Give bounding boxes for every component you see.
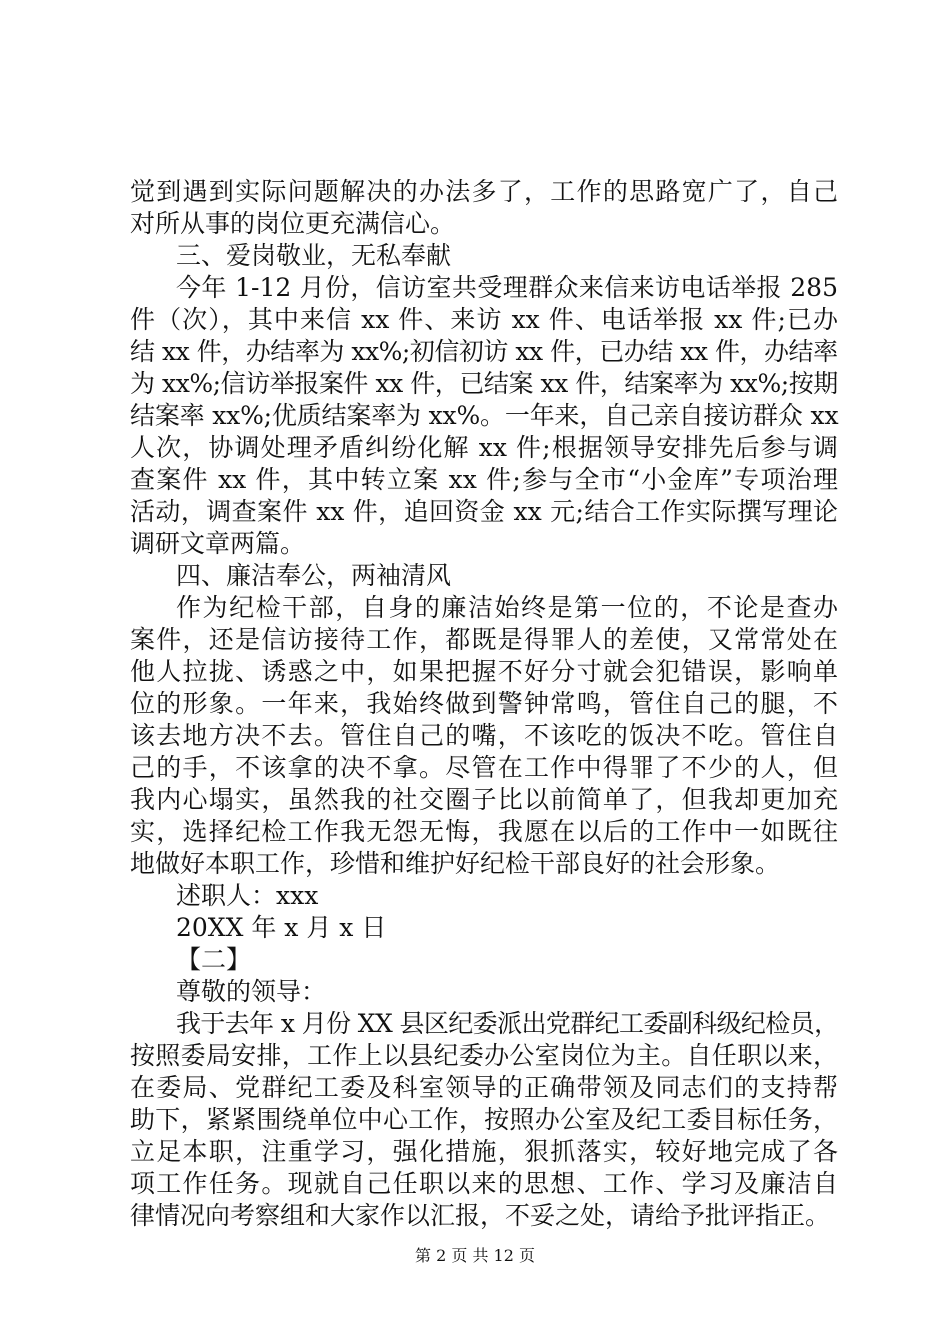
text-line: 立足本职，注重学习，强化措施，狠抓落实，较好地完成了各 (130, 1137, 838, 1166)
text-line: 三、爱岗敬业，无私奉献 (176, 241, 452, 270)
text-line: 实，选择纪检工作我无怨无悔，我愿在以后的工作中一如既往 (130, 817, 838, 846)
text-line: 该去地方决不去。管住自己的嘴，不该吃的饭决不吃。管住自 (130, 721, 838, 750)
text-line: 助下，紧紧围绕单位中心工作，按照办公室及纪工委目标任务， (130, 1105, 838, 1134)
text-line: 项工作任务。现就自己任职以来的思想、工作、学习及廉洁自 (130, 1169, 838, 1198)
text-line: 结案率 xx%;优质结案率为 xx%。一年来，自己亲自接访群众 xx (130, 401, 839, 430)
text-line: 活动，调查案件 xx 件，追回资金 xx 元;结合工作实际撰写理论 (130, 497, 838, 526)
text-line: 尊敬的领导： (176, 977, 327, 1006)
text-line: 调研文章两篇。 (130, 529, 306, 558)
text-line: 【二】 (176, 945, 252, 974)
text-line: 人次，协调处理矛盾纠纷化解 xx 件;根据领导安排先后参与调 (130, 433, 838, 462)
text-line: 对所从事的岗位更充满信心。 (130, 209, 456, 238)
text-line: 件（次），其中来信 xx 件、来访 xx 件、电话举报 xx 件;已办 (130, 305, 838, 334)
text-line: 述职人：xxx (176, 881, 319, 910)
text-line: 作为纪检干部，自身的廉洁始终是第一位的，不论是查办 (176, 593, 838, 622)
text-line: 今年 1-12 月份，信访室共受理群众来信来访电话举报 285 (176, 273, 838, 302)
text-line: 他人拉拢、诱惑之中，如果把握不好分寸就会犯错误，影响单 (130, 657, 838, 686)
text-line: 律情况向考察组和大家作以汇报，不妥之处，请给予批评指正。 (130, 1201, 831, 1230)
text-line: 查案件 xx 件，其中转立案 xx 件;参与全市“小金库”专项治理 (130, 465, 838, 494)
text-line: 为 xx%;信访举报案件 xx 件，已结案 xx 件，结案率为 xx%;按期 (130, 369, 838, 398)
page-number-footer: 第 2 页 共 12 页 (415, 1246, 535, 1265)
text-line: 按照委局安排，工作上以县纪委办公室岗位为主。自任职以来， (130, 1041, 838, 1070)
text-line: 我于去年 x 月份 XX 县区纪委派出党群纪工委副科级纪检员， (176, 1009, 839, 1038)
text-line: 地做好本职工作，珍惜和维护好纪检干部良好的社会形象。 (130, 849, 781, 878)
text-line: 结 xx 件，办结率为 xx%;初信初访 xx 件，已办结 xx 件，办结率 (130, 337, 838, 366)
text-line: 案件，还是信访接待工作，都既是得罪人的差使，又常常处在 (130, 625, 838, 654)
text-line: 己的手，不该拿的决不拿。尽管在工作中得罪了不少的人，但 (130, 753, 838, 782)
text-line: 20XX 年 x 月 x 日 (176, 913, 387, 942)
text-line: 位的形象。一年来，我始终做到警钟常鸣，管住自己的腿，不 (130, 689, 838, 718)
document-body (130, 176, 838, 1232)
text-line: 在委局、党群纪工委及科室领导的正确带领及同志们的支持帮 (130, 1073, 838, 1102)
text-line: 四、廉洁奉公，两袖清风 (176, 561, 452, 590)
text-line: 觉到遇到实际问题解决的办法多了，工作的思路宽广了，自己 (130, 177, 838, 206)
text-line: 我内心塌实，虽然我的社交圈子比以前简单了，但我却更加充 (130, 785, 838, 814)
